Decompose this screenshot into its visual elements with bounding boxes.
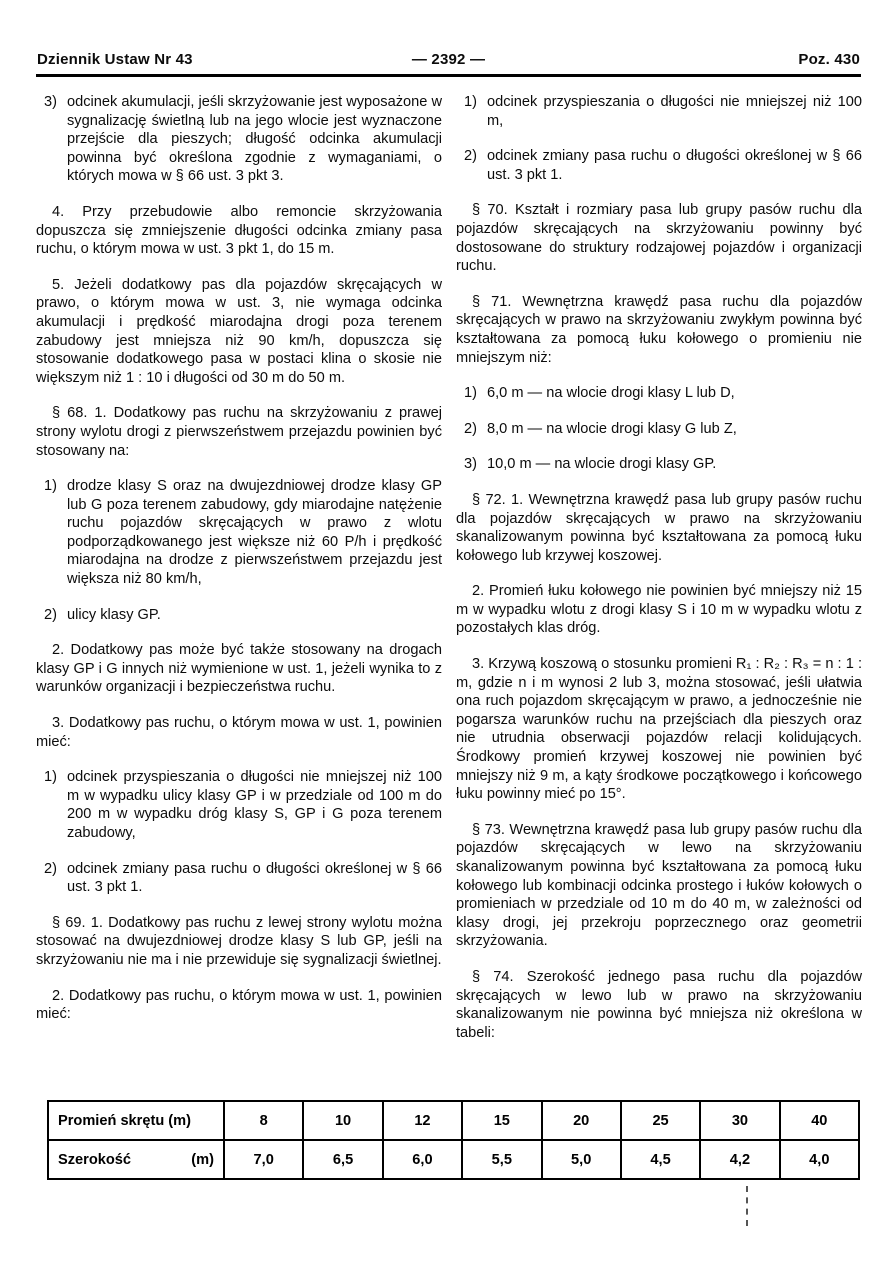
table-cell: 8: [224, 1101, 303, 1140]
paragraph-section-71: § 71. Wewnętrzna krawędź pasa ruchu dla pojazdów skręcających w prawo na skrzyżowaniu zwykłym powinna być kształtowana za pomocą łuku kołowego o promieniu nie mniejszym niż:: [456, 293, 862, 366]
list-text: odcinek zmiany pasa ruchu o długości określonej w § 66 ust. 3 pkt 1.: [487, 148, 862, 183]
list-text: odcinek zmiany pasa ruchu o długości określonej w § 66 ust. 3 pkt 1.: [67, 860, 442, 896]
list-marker: 2): [44, 606, 57, 623]
table-cell: 25: [621, 1101, 700, 1140]
table-row-label-unit: (m): [191, 1151, 214, 1168]
table-row-label-group: [58, 1152, 214, 1168]
paragraph-section-74: § 74. Szerokość jednego pasa ruchu dla pojazdów skręcających w lewo lub w prawo na skrzyżowaniu skanalizowanym nie powinna być mniejsza niż określona w tabeli:: [456, 968, 862, 1041]
list-text: 10,0 m — na wlocie drogi klasy GP.: [487, 456, 717, 473]
list-marker: 3): [44, 94, 57, 110]
list-text: odcinek przyspieszania o długości nie mniejszej niż 100 m w wypadku ulicy klasy GP i w przedziale od 100 m do 200 m w wypadku dróg klasy S, GP i G poza terenem zabudowy,: [67, 769, 442, 841]
scan-artifact-dashed-line: [746, 1186, 748, 1226]
list-item: [36, 477, 442, 589]
paragraph-section-73: § 73. Wewnętrzna krawędź pasa lub grupy pasów ruchu dla pojazdów skręcających w lewo na skrzyżowaniu skanalizowanym powinna być kształtowana za pomocą łuku kołowego lub kombinacji odcinka prostego i łuków kołowych o promieniach w przedziale od 10 m do 40 m, w zależności od klasy drogi, jej przekroju poprzecznego oraz geometrii skrzyżowania.: [456, 821, 862, 950]
table-row-label: Promień skrętu (m): [48, 1101, 224, 1140]
list-marker: 2): [464, 148, 477, 165]
list-item: [36, 606, 442, 625]
paragraph: 2. Dodatkowy pas ruchu, o którym mowa w ust. 1, powinien mieć:: [36, 987, 442, 1023]
list-marker: 1): [464, 94, 477, 110]
list-item: [456, 93, 862, 130]
paragraph-section-69: § 69. 1. Dodatkowy pas ruchu z lewej strony wylotu można stosować na dwujezdniowej drodze klasy S lub GP, jeśli na skrzyżowaniu nie ma i nie przewiduje się sygnalizacji świetlnej.: [36, 914, 442, 968]
list-marker: 1): [44, 478, 57, 495]
list-item: [456, 455, 862, 474]
column-left: [36, 93, 442, 1059]
paragraph: 5. Jeżeli dodatkowy pas dla pojazdów skręcających w prawo, o którym mowa w ust. 3, nie wymaga odcinka akumulacji i prędkość miarodajna drogi poza terenem zabudowy jest mniejsza niż 90 km/h, dopuszcza się stosowanie dodatkowego pasa w postaci klina o skosie nie większym niż 1 : 10 i długości od 30 m do 50 m.: [36, 276, 442, 386]
paragraph-section-72: § 72. 1. Wewnętrzna krawędź pasa lub grupy pasów ruchu dla pojazdów skręcających w prawo na skrzyżowaniu skanalizowanym powinna być kształtowana za pomocą łuku kołowego lub krzywej koszowej.: [456, 491, 862, 564]
table-cell: 7,0: [224, 1140, 303, 1179]
list-text: drodze klasy S oraz na dwujezdniowej drodze klasy GP lub G poza terenem zabudowy, gdy miarodajne natężenie ruchu pojazdów skręcających w prawo z wlotu podporządkowanego jest większe niż 60 P/h i prędkość miarodajna na drodze z pierwszeństwem przejazdu jest większa niż 80 km/h,: [67, 478, 442, 588]
list-marker: 1): [464, 385, 477, 402]
two-column-body: [36, 93, 862, 1059]
list-marker: 2): [464, 420, 477, 437]
table-row-width: [48, 1140, 859, 1179]
table-cell: 15: [462, 1101, 541, 1140]
paragraph-section-70: § 70. Kształt i rozmiary pasa lub grupy pasów ruchu dla pojazdów skręcających na skrzyżowaniu powinny być dostosowane do struktury rodzajowej pojazdów i organizacji ruchu.: [456, 202, 862, 275]
paragraph: 3. Dodatkowy pas ruchu, o którym mowa w ust. 1, powinien mieć:: [36, 715, 442, 750]
page-header: [37, 51, 860, 68]
table-cell: 5,0: [542, 1140, 621, 1179]
lane-width-table: [47, 1100, 860, 1180]
table-cell: 5,5: [462, 1140, 541, 1179]
list-text: 8,0 m — na wlocie drogi klasy G lub Z,: [487, 420, 737, 437]
table-row-label-text: Szerokość: [58, 1151, 132, 1168]
table-cell: 4,0: [780, 1140, 859, 1179]
list-item: [36, 768, 442, 842]
list-text: odcinek akumulacji, jeśli skrzyżowanie jest wyposażone w sygnalizację świetlną lub na jego wlocie jest wyznaczone przejście dla pieszych; długość odcinka akumulacji powinna być określona zgodnie z wymaganiami, o których mowa w § 66 ust. 3 pkt 3.: [67, 94, 442, 185]
table-row-turn-radius: [48, 1101, 859, 1140]
paragraph: 4. Przy przebudowie albo remoncie skrzyżowania dopuszcza się zmniejszenie długości odcinka zmiany pasa ruchu, o którym mowa w ust. 3 pkt 1, do 15 m.: [36, 203, 442, 258]
list-item: [36, 93, 442, 186]
list-item: [456, 420, 862, 439]
table-cell: 20: [542, 1101, 621, 1140]
table-row-label: [48, 1140, 224, 1179]
table-cell: 6,0: [383, 1140, 462, 1179]
table-cell: 40: [780, 1101, 859, 1140]
table-cell: 4,5: [621, 1140, 700, 1179]
list-marker: 3): [464, 456, 477, 473]
list-text: ulicy klasy GP.: [67, 606, 161, 623]
list-item: [456, 384, 862, 403]
paragraph: 3. Krzywą koszową o stosunku promieni R₁ : R₂ : R₃ = n : 1 : m, gdzie n i m wynosi 2 lub 3, można stosować, jeśli ułatwia ona ruch pojazdom skręcającym w prawo, a jednocześnie nie pogarsza warunków ruchu na przejściach dla pieszych oraz nie utrudnia obserwacji pojazdów relacji kolidujących. Środkowy promień krzywej koszowej nie powinien być mniejszy niż 9 m, a kąty środkowe początkowego i końcowego łuku powinny mieć po 15°.: [456, 656, 862, 803]
paragraph: 2. Promień łuku kołowego nie powinien być mniejszy niż 15 m w wypadku wlotu z drogi klasy S i 10 m w wypadku wlotu z pozostałych klas dróg.: [456, 583, 862, 637]
paragraph: 2. Dodatkowy pas może być także stosowany na drogach klasy GP i G innych niż wymienione w ust. 1, jeżeli wynika to z warunków organizacji i bezpieczeństwa ruchu.: [36, 642, 442, 696]
table-cell: 30: [700, 1101, 779, 1140]
header-position-number: Poz. 430: [794, 51, 864, 68]
list-marker: 1): [44, 769, 57, 786]
list-text: odcinek przyspieszania o długości nie mniejszej niż 100 m,: [487, 94, 862, 129]
lane-width-table-container: [47, 1100, 860, 1180]
list-marker: 2): [44, 860, 57, 877]
table-cell: 6,5: [303, 1140, 382, 1179]
column-right: [456, 93, 862, 1059]
header-rule: [36, 74, 861, 77]
table-cell: 12: [383, 1101, 462, 1140]
list-item: [456, 147, 862, 184]
list-text: 6,0 m — na wlocie drogi klasy L lub D,: [487, 385, 735, 402]
table-cell: 10: [303, 1101, 382, 1140]
header-page-number: — 2392 —: [411, 51, 486, 68]
paragraph-section-68: § 68. 1. Dodatkowy pas ruchu na skrzyżowaniu z prawej strony wylotu drogi z pierwszeństwem przejazdu powinien być stosowany na:: [36, 405, 442, 459]
table-cell: 4,2: [700, 1140, 779, 1179]
list-item: [36, 860, 442, 897]
header-journal-title: Dziennik Ustaw Nr 43: [33, 51, 197, 68]
